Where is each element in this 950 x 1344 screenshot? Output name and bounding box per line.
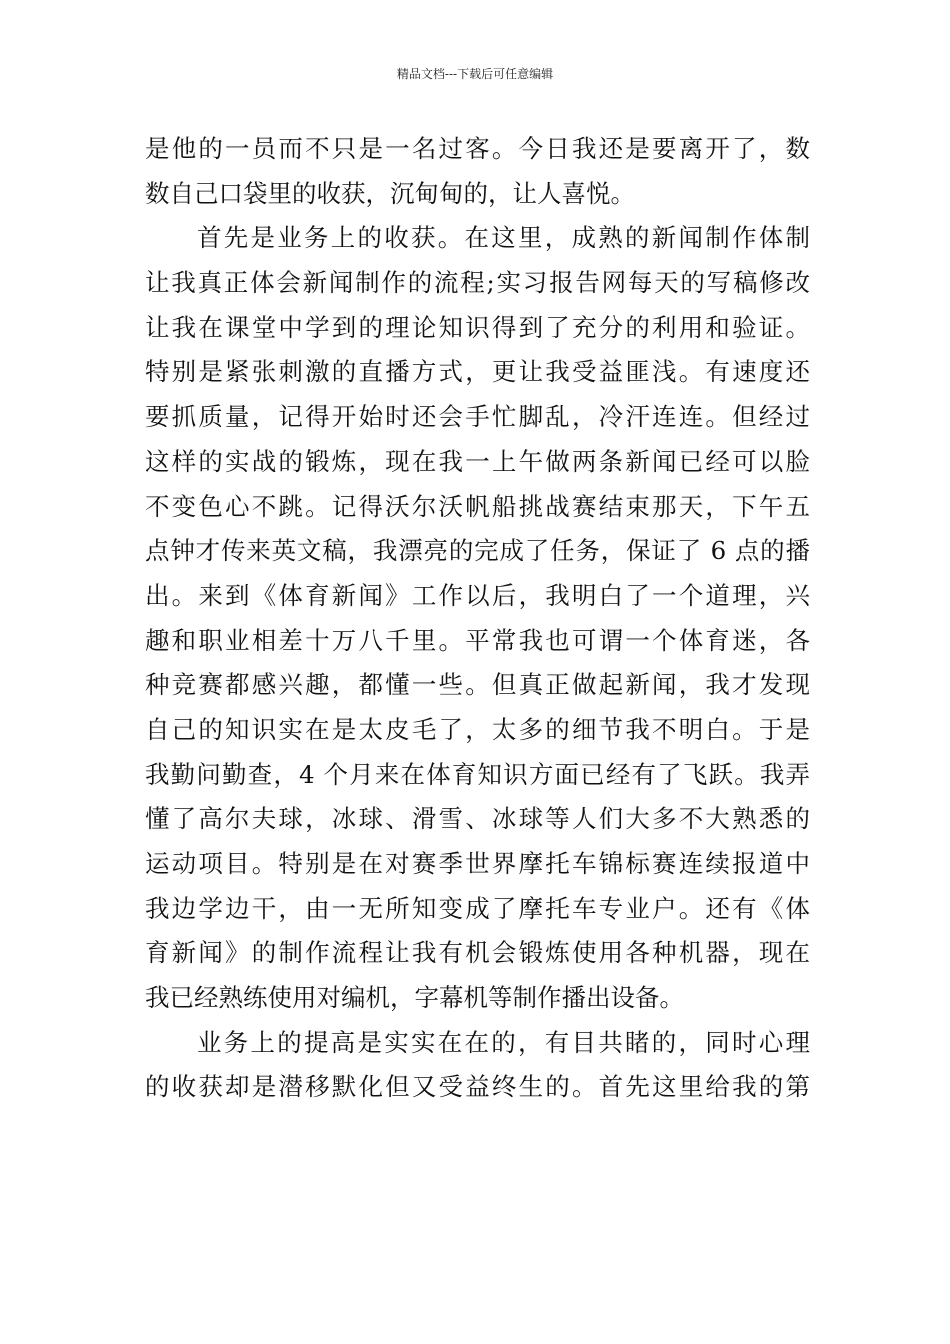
text-line: 趣和职业相差十万八千里。平常我也可谓一个体育迷，各	[145, 625, 810, 655]
document-body	[145, 127, 810, 1110]
text-line: 首先是业务上的收获。在这里，成熟的新闻制作体制	[197, 223, 810, 253]
text-line: 懂了高尔夫球，冰球、滑雪、冰球等人们大多不大熟悉的	[145, 804, 810, 834]
text-line: 点钟才传来英文稿，我漂亮的完成了任务，保证了 6 点的播	[145, 536, 810, 566]
text-line: 育新闻》的制作流程让我有机会锻炼使用各种机器，现在	[145, 938, 810, 968]
text-line: 数自己口袋里的收获，沉甸甸的，让人喜悦。	[145, 178, 635, 208]
text-line: 种竞赛都感兴趣，都懂一些。但真正做起新闻，我才发现	[145, 670, 810, 700]
text-line: 是他的一员而不只是一名过客。今日我还是要离开了，数	[145, 134, 810, 163]
text-line: 特别是紧张刺激的直播方式，更让我受益匪浅。有速度还	[145, 357, 810, 387]
page-header: 精品文档---下载后可任意编辑	[396, 67, 554, 81]
text-line: 这样的实战的锻炼，现在我一上午做两条新闻已经可以脸	[145, 446, 810, 476]
text-line: 不变色心不跳。记得沃尔沃帆船挑战赛结束那天，下午五	[145, 491, 810, 521]
paragraph	[145, 127, 810, 216]
text-line: 我边学边干，由一无所知变成了摩托车专业户。还有《体	[145, 893, 810, 923]
text-line: 让我真正体会新闻制作的流程;实习报告网每天的写稿修改	[145, 268, 810, 298]
paragraph	[145, 216, 810, 1020]
text-line: 的收获却是潜移默化但又受益终生的。首先这里给我的第	[145, 1072, 810, 1102]
text-line: 我勤问勤查，4 个月来在体育知识方面已经有了飞跃。我弄	[145, 759, 810, 789]
text-line: 出。来到《体育新闻》工作以后，我明白了一个道理，兴	[145, 580, 810, 610]
text-line: 我已经熟练使用对编机，字幕机等制作播出设备。	[145, 983, 684, 1013]
text-line: 运动项目。特别是在对赛季世界摩托车锦标赛连续报道中	[145, 849, 810, 878]
text-line: 自己的知识实在是太皮毛了，太多的细节我不明白。于是	[145, 714, 810, 744]
paragraph	[145, 1021, 810, 1110]
text-line: 业务上的提高是实实在在的，有目共睹的，同时心理	[197, 1027, 810, 1057]
text-line: 让我在课堂中学到的理论知识得到了充分的利用和验证。	[145, 312, 810, 342]
text-line: 要抓质量，记得开始时还会手忙脚乱，冷汗连连。但经过	[145, 402, 810, 432]
